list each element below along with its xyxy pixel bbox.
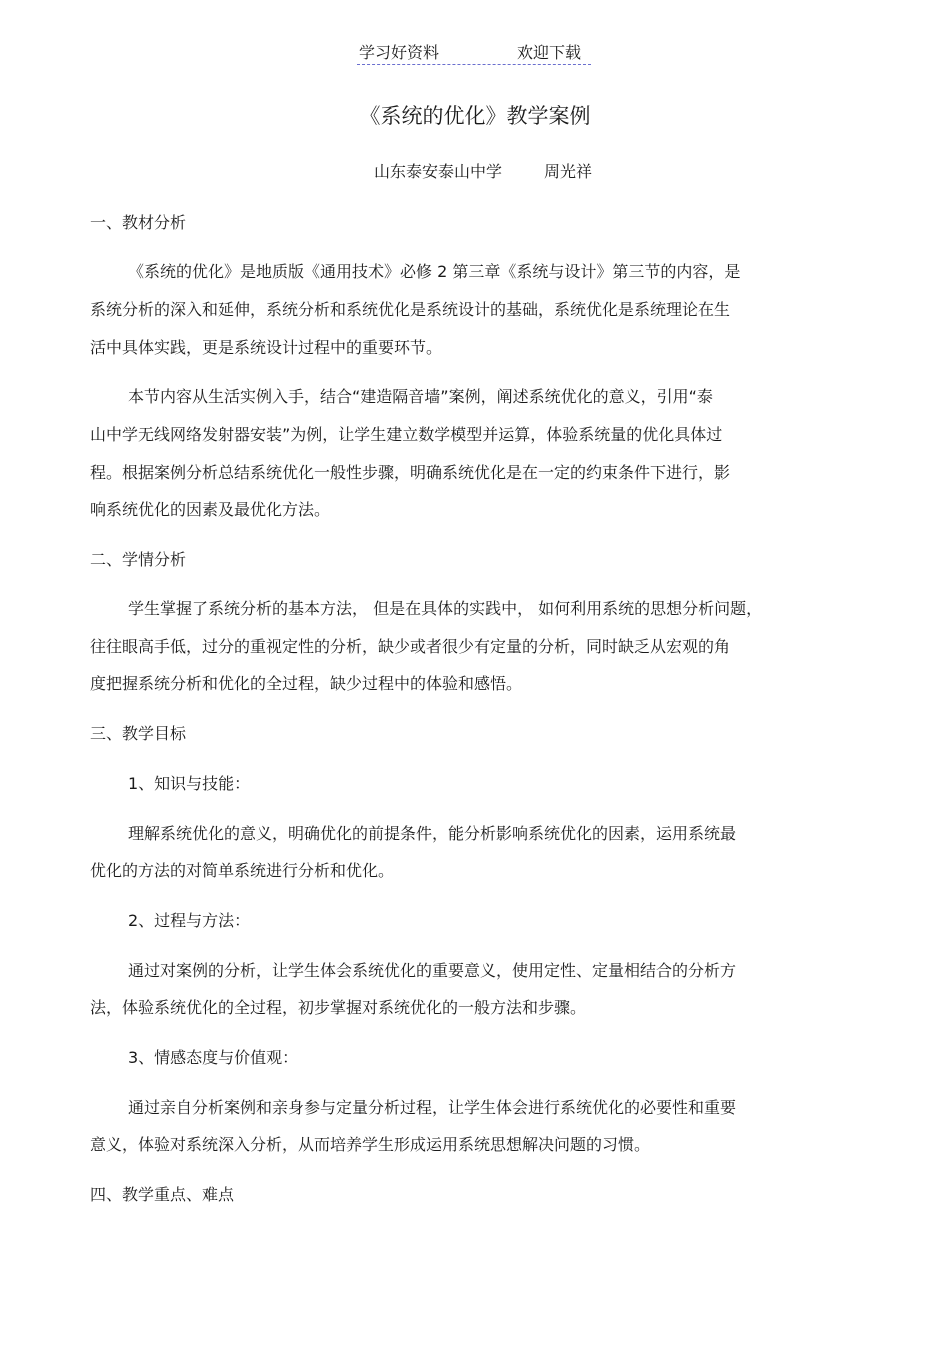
paragraph-line: 响系统优化的因素及最优化方法。 <box>90 500 331 519</box>
header-right-text: 欢迎下载 <box>517 43 582 62</box>
paragraph-line: 系统分析的深入和延伸，系统分析和系统优化是系统设计的基础，系统优化是系统理论在生 <box>90 300 731 319</box>
paragraph-line: 山中学无线网络发射器安装”为例，让学生建立数学模型并运算，体验系统量的优化具体过 <box>90 425 723 444</box>
section-heading: 四、教学重点、难点 <box>90 1185 235 1204</box>
paragraph-line: 本节内容从生活实例入手，结合“建造隔音墙”案例，阐述系统优化的意义，引用“泰 <box>128 387 713 406</box>
paragraph-line: 通过对案例的分析，让学生体会系统优化的重要意义，使用定性、定量相结合的分析方 <box>128 961 737 980</box>
section-heading: 一、教材分析 <box>90 213 187 232</box>
paragraph-line: 程。根据案例分析总结系统优化一般性步骤，明确系统优化是在一定的约束条件下进行，影 <box>90 463 731 482</box>
section-heading: 三、教学目标 <box>90 724 187 743</box>
paragraph-line: 意义，体验对系统深入分析，从而培养学生形成运用系统思想解决问题的习惯。 <box>90 1135 651 1154</box>
author-line <box>374 160 592 184</box>
paragraph-line: 通过亲自分析案例和亲身参与定量分析过程，让学生体会进行系统优化的必要性和重要 <box>128 1098 737 1117</box>
subsection-heading: 2、过程与方法： <box>128 911 251 930</box>
paragraph-line: 优化的方法的对简单系统进行分析和优化。 <box>90 861 395 880</box>
author-name: 周光祥 <box>544 162 593 181</box>
paragraph-line: 法，体验系统优化的全过程，初步掌握对系统优化的一般方法和步骤。 <box>90 998 587 1017</box>
paragraph-line: 学生掌握了系统分析的基本方法， 但是在具体的实践中， 如何利用系统的思想分析问题， <box>128 599 763 618</box>
subsection-heading: 3、情感态度与价值观： <box>128 1048 299 1067</box>
school-name: 山东泰安泰山中学 <box>374 162 503 181</box>
page-header <box>357 42 591 65</box>
subsection-heading: 1、知识与技能： <box>128 774 251 793</box>
paragraph-line: 度把握系统分析和优化的全过程，缺少过程中的体验和感悟。 <box>90 674 523 693</box>
paragraph-line: 活中具体实践，更是系统设计过程中的重要环节。 <box>90 338 443 357</box>
document-title: 《系统的优化》教学案例 <box>359 104 591 128</box>
header-left-text: 学习好资料 <box>359 43 440 62</box>
paragraph-line: 理解系统优化的意义，明确优化的前提条件，能分析影响系统优化的因素，运用系统最 <box>128 824 737 843</box>
paragraph-line: 往往眼高手低，过分的重视定性的分析，缺少或者很少有定量的分析，同时缺乏从宏观的角 <box>90 637 731 656</box>
section-heading: 二、学情分析 <box>90 550 187 569</box>
paragraph-line: 《系统的优化》是地质版《通用技术》必修 2 第三章《系统与设计》第三节的内容，是 <box>128 262 741 281</box>
